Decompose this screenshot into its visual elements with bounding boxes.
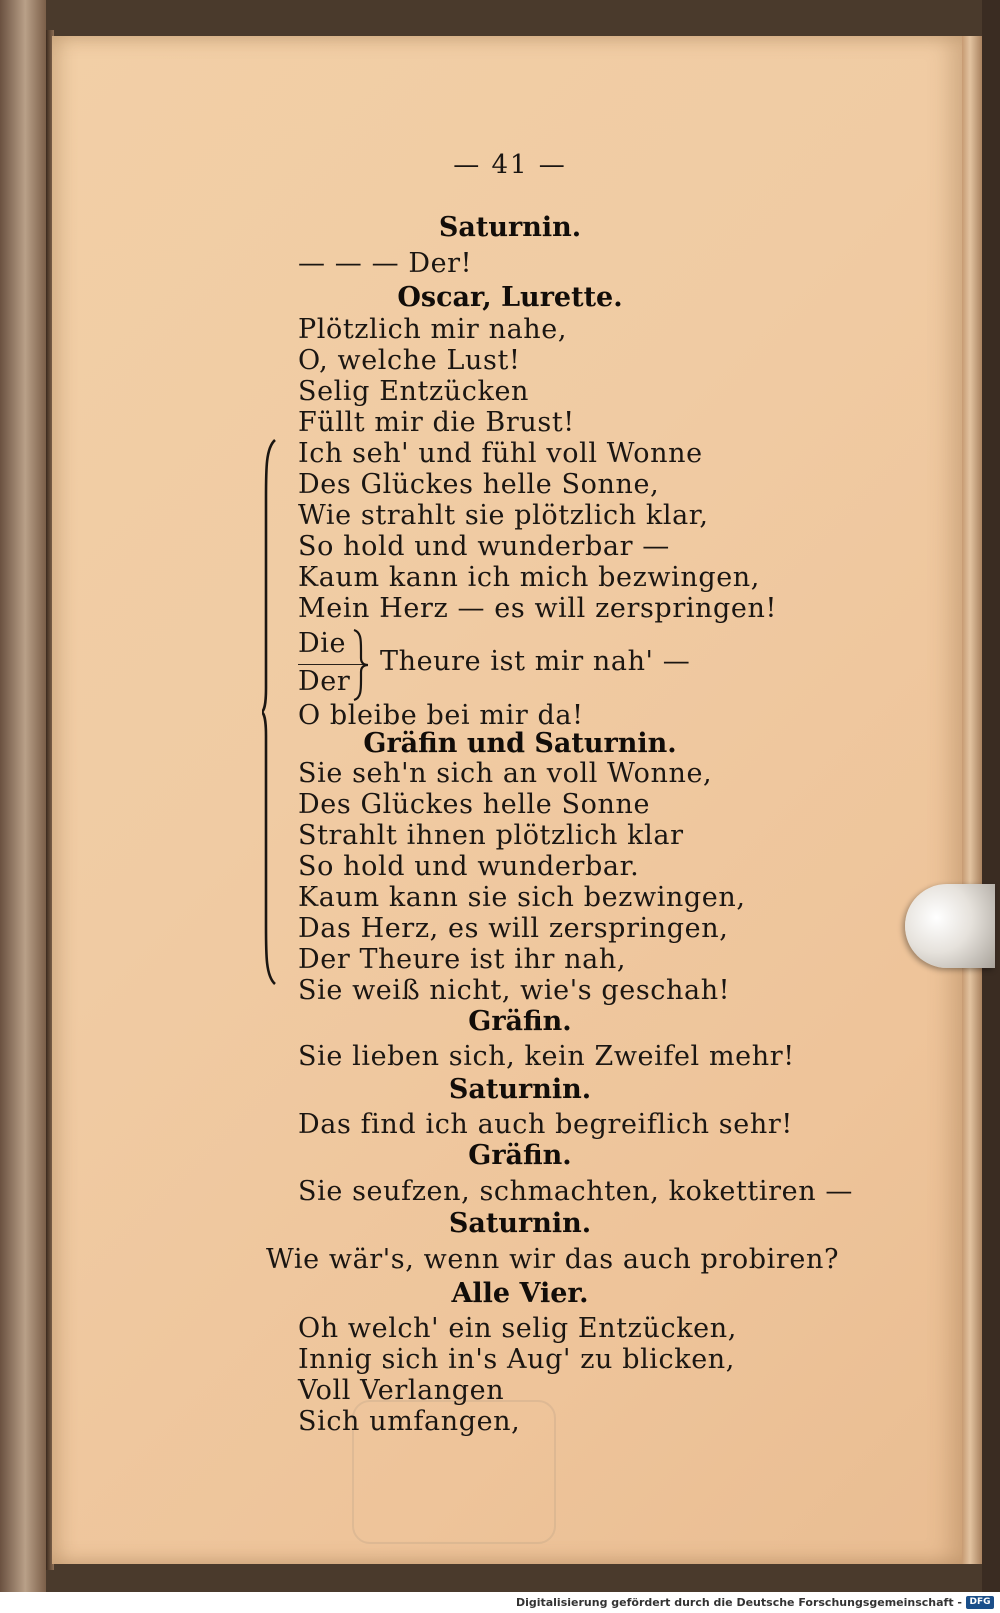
verse-line: So hold und wunderbar — (298, 531, 670, 562)
verse-line: Strahlt ihnen plötzlich klar (298, 820, 684, 851)
curly-brace-large (262, 438, 276, 986)
verse-line: Plötzlich mir nahe, (298, 314, 568, 345)
verse-line: Oh welch' ein selig Entzücken, (298, 1313, 737, 1344)
speaker-heading: Gräfin und Saturnin. (363, 728, 677, 759)
speaker-heading: Alle Vier. (451, 1278, 589, 1309)
verse-line: O bleibe bei mir da! (298, 700, 584, 731)
verse-line: Selig Entzücken (298, 376, 530, 407)
verse-option-die: Die (298, 628, 347, 659)
curly-brace-small (352, 628, 370, 702)
speaker-heading: Oscar, Lurette. (397, 282, 623, 313)
verse-line: Das Herz, es will zerspringen, (298, 913, 729, 944)
verse-line: Innig sich in's Aug' zu blicken, (298, 1344, 735, 1375)
page-stack-edge (962, 36, 982, 1564)
verse-line: Sich umfangen, (298, 1406, 521, 1437)
verse-line: So hold und wunderbar. (298, 851, 640, 882)
verse-line: O, welche Lust! (298, 345, 521, 376)
verse-line: Sie lieben sich, kein Zweifel mehr! (298, 1041, 795, 1072)
verse-line: Des Glückes helle Sonne, (298, 469, 660, 500)
funding-credit: Digitalisierung gefördert durch die Deutsche Forschungsgemeinschaft - (515, 1596, 962, 1609)
page-number: — 41 — (453, 150, 567, 180)
verse-line: Der Theure ist ihr nah, (298, 944, 627, 975)
verse-line: Kaum kann sie sich bezwingen, (298, 882, 746, 913)
verse-line: Mein Herz — es will zerspringen! (298, 593, 777, 624)
verse-line: Kaum kann ich mich bezwingen, (298, 562, 760, 593)
book-cover-left (0, 0, 46, 1592)
verse-line: Voll Verlangen (298, 1375, 505, 1406)
verse-option-der: Der (298, 666, 351, 697)
speaker-heading: Saturnin. (448, 1074, 592, 1105)
verse-line: Wie strahlt sie plötzlich klar, (298, 500, 709, 531)
speaker-heading: Gräfin. (468, 1006, 572, 1037)
verse-line: Sie weiß nicht, wie's geschah! (298, 975, 731, 1006)
verse-line: Des Glückes helle Sonne (298, 789, 651, 820)
dfg-logo-icon: DFG (966, 1596, 994, 1609)
verse-line: Das find ich auch begreiflich sehr! (298, 1109, 793, 1140)
verse-line: — — — Der! (298, 248, 473, 279)
verse-line: Sie seufzen, schmachten, kokettiren — (298, 1176, 853, 1207)
verse-line: Ich seh' und fühl voll Wonne (298, 438, 703, 469)
page-clip (905, 884, 995, 968)
speaker-heading: Saturnin. (438, 212, 582, 243)
verse-line: Wie wär's, wenn wir das auch probiren? (266, 1244, 840, 1275)
verse-line: Füllt mir die Brust! (298, 407, 575, 438)
scan-background (982, 0, 1000, 1592)
verse-line: Theure ist mir nah' — (380, 646, 691, 677)
speaker-heading: Gräfin. (468, 1140, 572, 1171)
verse-line: Sie seh'n sich an voll Wonne, (298, 758, 713, 789)
speaker-heading: Saturnin. (448, 1208, 592, 1239)
